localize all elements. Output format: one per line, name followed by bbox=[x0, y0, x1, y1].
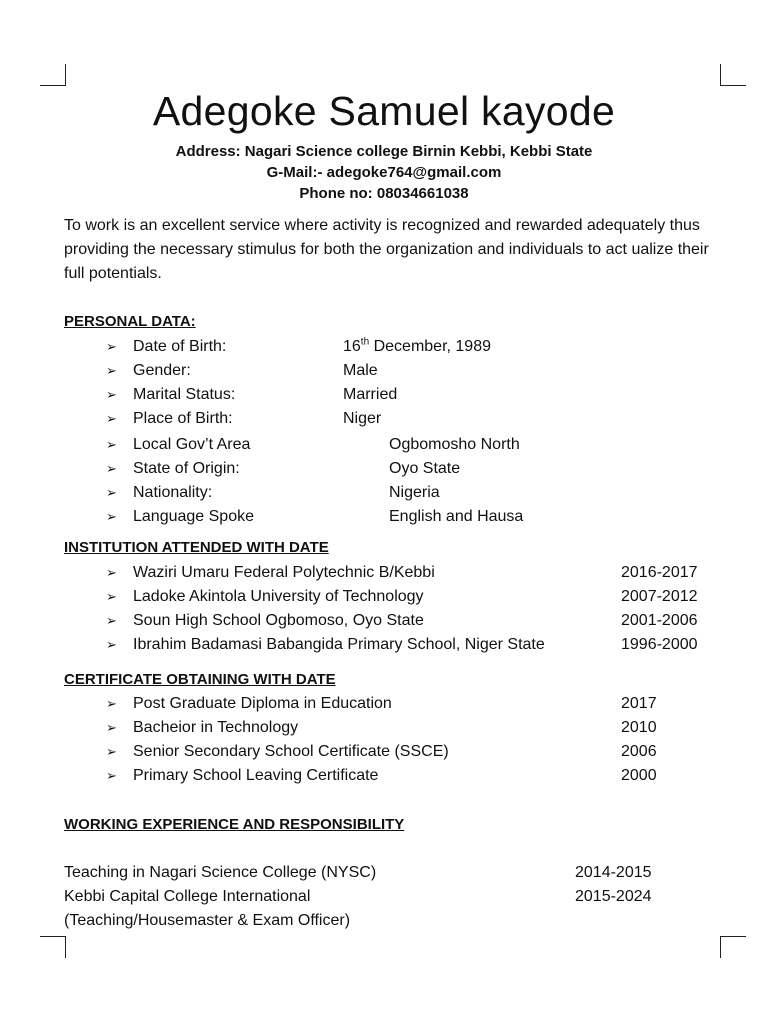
bullet-arrow-icon: ➢ bbox=[106, 437, 117, 452]
personal-label: Local Gov’t Area bbox=[133, 436, 251, 453]
institution-name: Ladoke Akintola University of Technology bbox=[133, 588, 424, 605]
institution-name: Soun High School Ogbomoso, Oyo State bbox=[133, 612, 424, 629]
bullet-arrow-icon: ➢ bbox=[106, 565, 117, 580]
objective-paragraph: To work is an excellent service where activity is recognized and rewarded adequately thus providing the necessary stimulus for both the organization and individuals to act ualize their full potentials. bbox=[64, 217, 709, 282]
institution-years: 2007-2012 bbox=[621, 588, 698, 605]
personal-value: Niger bbox=[343, 410, 382, 427]
crop-mark-top-left bbox=[40, 64, 66, 86]
personal-value: Male bbox=[343, 362, 378, 379]
address-line: Address: Nagari Science college Birnin Kebbi, Kebbi State bbox=[175, 143, 593, 160]
bullet-arrow-icon: ➢ bbox=[106, 637, 117, 652]
personal-row-place-of-birth bbox=[0, 407, 768, 431]
personal-row-nationality bbox=[0, 481, 768, 505]
crop-mark-bottom-right bbox=[720, 936, 746, 958]
crop-mark-bottom-left bbox=[40, 936, 66, 958]
personal-row-language bbox=[0, 505, 768, 529]
institution-row bbox=[0, 585, 768, 609]
bullet-arrow-icon: ➢ bbox=[106, 461, 117, 476]
personal-row-lga bbox=[0, 433, 768, 457]
work-place: Teaching in Nagari Science College (NYSC) bbox=[64, 864, 377, 881]
certificate-row bbox=[0, 716, 768, 740]
bullet-arrow-icon: ➢ bbox=[106, 589, 117, 604]
certificate-year: 2017 bbox=[621, 695, 657, 712]
work-years: 2014-2015 bbox=[575, 864, 652, 881]
work-experience-heading: WORKING EXPERIENCE AND RESPONSIBILITY bbox=[64, 816, 405, 833]
certificate-year: 2000 bbox=[621, 767, 657, 784]
personal-value: English and Hausa bbox=[389, 508, 524, 525]
personal-value: Nigeria bbox=[389, 484, 440, 501]
work-years: 2015-2024 bbox=[575, 888, 652, 905]
institution-years: 2016-2017 bbox=[621, 564, 698, 581]
work-role-note: (Teaching/Housemaster & Exam Officer) bbox=[64, 912, 351, 929]
bullet-arrow-icon: ➢ bbox=[106, 744, 117, 759]
institutions-heading: INSTITUTION ATTENDED WITH DATE bbox=[64, 539, 329, 556]
institution-row bbox=[0, 609, 768, 633]
personal-label: Marital Status: bbox=[133, 386, 236, 403]
certificate-name: Primary School Leaving Certificate bbox=[133, 767, 379, 784]
personal-label: Place of Birth: bbox=[133, 410, 233, 427]
personal-row-state-of-origin bbox=[0, 457, 768, 481]
personal-value: Ogbomosho North bbox=[389, 436, 520, 453]
bullet-arrow-icon: ➢ bbox=[106, 768, 117, 783]
certificate-name: Bacheior in Technology bbox=[133, 719, 299, 736]
certificate-name: Post Graduate Diploma in Education bbox=[133, 695, 392, 712]
crop-mark-top-right bbox=[720, 64, 746, 86]
bullet-arrow-icon: ➢ bbox=[106, 696, 117, 711]
email-line: G-Mail:- adegoke764@gmail.com bbox=[266, 164, 502, 181]
bullet-arrow-icon: ➢ bbox=[106, 411, 117, 426]
personal-row-gender bbox=[0, 359, 768, 383]
certificate-year: 2010 bbox=[621, 719, 657, 736]
bullet-arrow-icon: ➢ bbox=[106, 387, 117, 402]
institution-years: 2001-2006 bbox=[621, 612, 698, 629]
institution-row bbox=[0, 561, 768, 585]
certificate-row bbox=[0, 692, 768, 716]
personal-row-dob bbox=[0, 335, 768, 359]
certificate-row bbox=[0, 740, 768, 764]
personal-value: Oyo State bbox=[389, 460, 461, 477]
institution-name: Waziri Umaru Federal Polytechnic B/Kebbi bbox=[133, 564, 435, 581]
certificate-year: 2006 bbox=[621, 743, 657, 760]
institution-years: 1996-2000 bbox=[621, 636, 698, 653]
bullet-arrow-icon: ➢ bbox=[106, 509, 117, 524]
personal-label: Gender: bbox=[133, 362, 191, 379]
certificates-heading: CERTIFICATE OBTAINING WITH DATE bbox=[64, 671, 336, 688]
institution-name: Ibrahim Badamasi Babangida Primary School, Niger State bbox=[133, 636, 545, 653]
bullet-arrow-icon: ➢ bbox=[106, 613, 117, 628]
certificate-name: Senior Secondary School Certificate (SSCE) bbox=[133, 743, 449, 760]
bullet-arrow-icon: ➢ bbox=[106, 363, 117, 378]
phone-line: Phone no: 08034661038 bbox=[299, 185, 469, 202]
personal-value: 16th December, 1989 bbox=[343, 336, 491, 355]
bullet-arrow-icon: ➢ bbox=[106, 485, 117, 500]
personal-label: Nationality: bbox=[133, 484, 213, 501]
bullet-arrow-icon: ➢ bbox=[106, 339, 117, 354]
personal-row-marital bbox=[0, 383, 768, 407]
personal-label: Language Spoke bbox=[133, 508, 254, 525]
bullet-arrow-icon: ➢ bbox=[106, 720, 117, 735]
personal-label: State of Origin: bbox=[133, 460, 240, 477]
personal-label: Date of Birth: bbox=[133, 338, 227, 355]
work-place: Kebbi Capital College International bbox=[64, 888, 311, 905]
personal-data-heading: PERSONAL DATA: bbox=[64, 313, 196, 330]
personal-value: Married bbox=[343, 386, 398, 403]
institution-row bbox=[0, 633, 768, 657]
applicant-name: Adegoke Samuel kayode bbox=[152, 88, 616, 134]
certificate-row bbox=[0, 764, 768, 788]
